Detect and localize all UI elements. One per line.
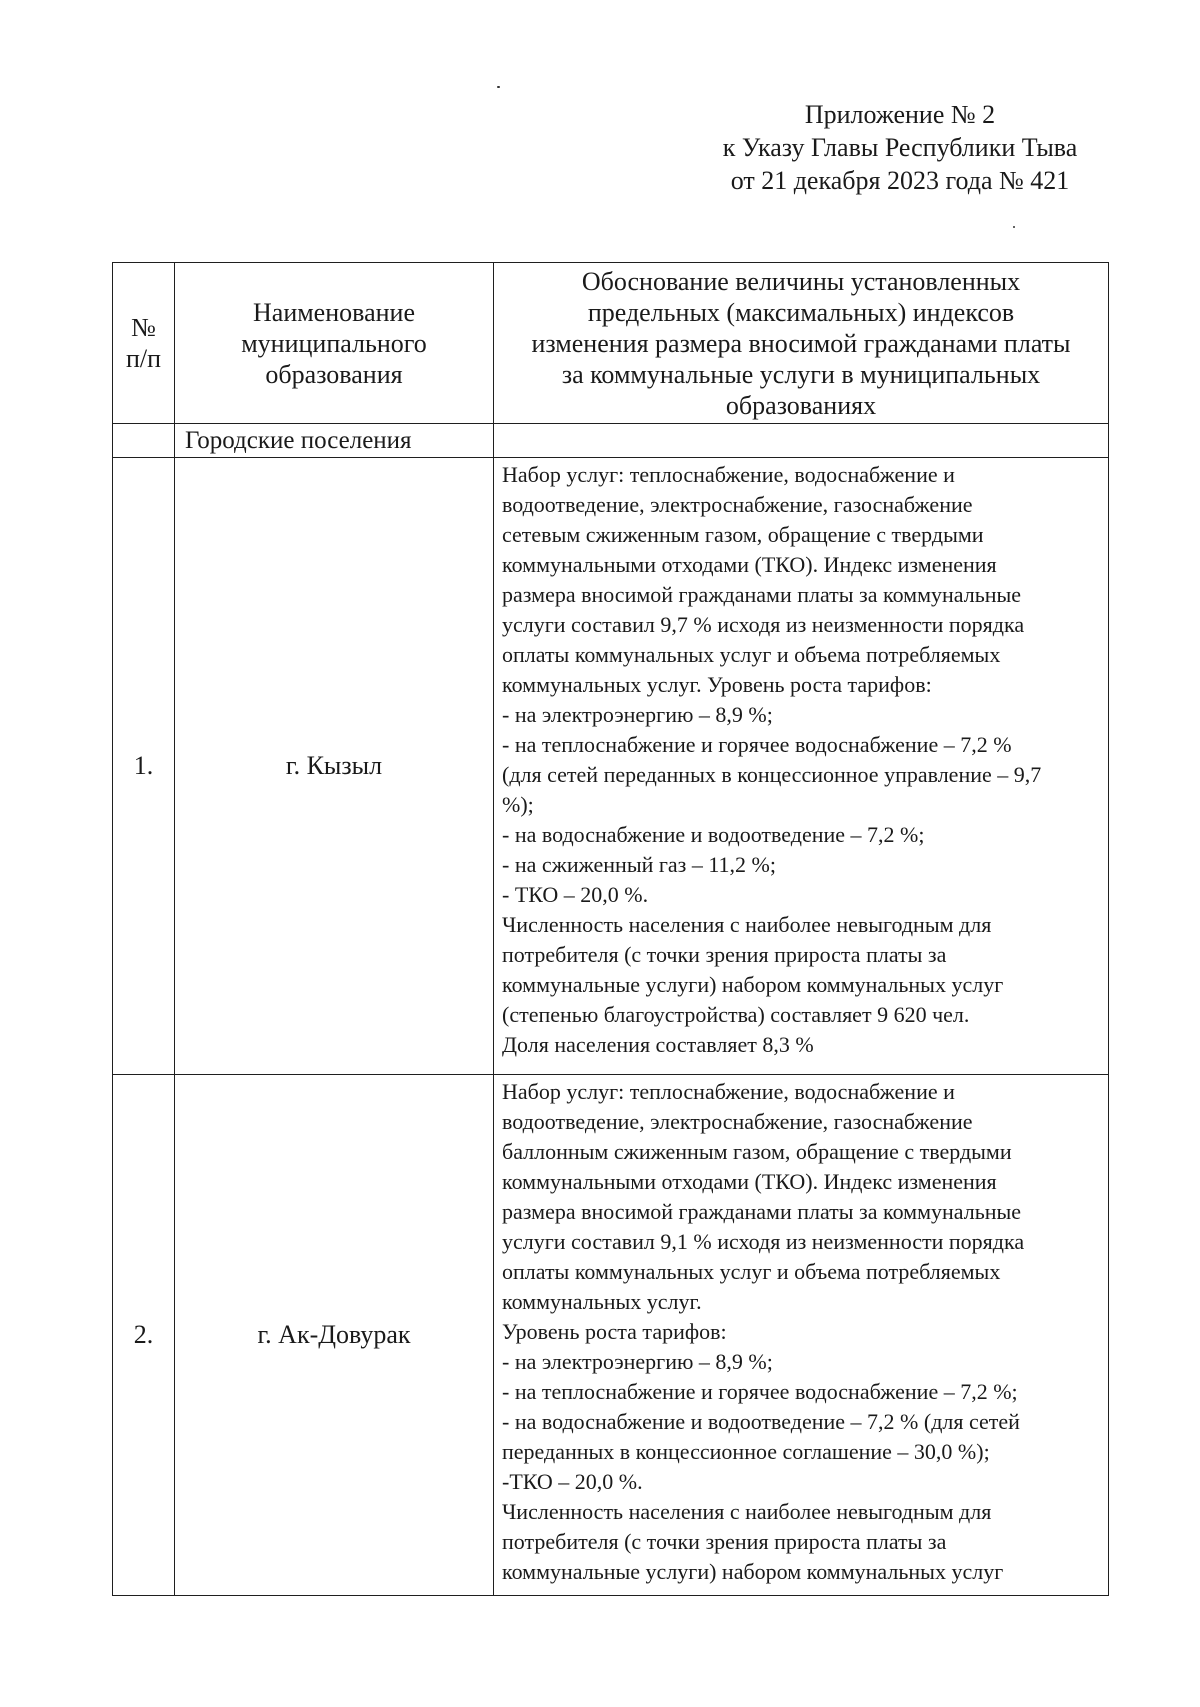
appendix-decree-ref: к Указу Главы Республики Тыва	[722, 133, 1078, 162]
header-col-num	[113, 263, 175, 424]
justification-line: Набор услуг: теплоснабжение, водоснабжение и	[502, 462, 955, 487]
justification-line: - на теплоснабжение и горячее водоснабжение – 7,2 %;	[502, 1379, 1018, 1404]
scan-speck	[497, 86, 500, 88]
justification-line: коммунальных услуг. Уровень роста тарифов:	[502, 672, 932, 697]
header-name-line: Наименование	[253, 297, 415, 327]
section-empty-num	[113, 424, 175, 458]
justification-line: потребителя (с точки зрения прироста платы за	[502, 942, 947, 967]
table-header-row	[113, 263, 1109, 424]
header-num-line: №	[131, 313, 156, 342]
justification-line: размера вносимой гражданами платы за коммунальные	[502, 582, 1022, 607]
appendix-date: от 21 декабря 2023 года № 421	[730, 166, 1070, 195]
justification-line: (для сетей переданных в концессионное управление – 9,7	[502, 762, 1042, 787]
justification-line: - на электроэнергию – 8,9 %;	[502, 702, 773, 727]
justification-line: сетевым сжиженным газом, обращение с твердыми	[502, 522, 984, 547]
header-col-description	[494, 263, 1109, 424]
header-num-line: п/п	[125, 344, 162, 373]
municipality-name: г. Ак-Довурак	[175, 1075, 494, 1596]
justification-text	[494, 458, 1109, 1075]
table-row	[113, 458, 1109, 1075]
justification-line: услуги составил 9,7 % исходя из неизменности порядка	[502, 612, 1025, 637]
justification-line: - на водоснабжение и водоотведение – 7,2 % (для сетей	[502, 1409, 1020, 1434]
justification-line: Численность населения с наиболее невыгодным для	[502, 912, 992, 937]
table-row	[113, 1075, 1109, 1596]
justification-line: - на сжиженный газ – 11,2 %;	[502, 852, 776, 877]
justification-line: (степенью благоустройства) составляет 9 620 чел.	[502, 1002, 970, 1027]
justification-line: - на электроэнергию – 8,9 %;	[502, 1349, 773, 1374]
justification-line: - на теплоснабжение и горячее водоснабжение – 7,2 %	[502, 732, 1012, 757]
justification-line: водоотведение, электроснабжение, газоснабжение	[502, 492, 973, 517]
justification-line: переданных в концессионное соглашение – 30,0 %);	[502, 1439, 990, 1464]
header-desc-line: предельных (максимальных) индексов	[587, 297, 1015, 327]
justification-line: оплаты коммунальных услуг и объема потребляемых	[502, 1259, 1001, 1284]
justification-line: - на водоснабжение и водоотведение – 7,2 %;	[502, 822, 925, 847]
justification-line: Доля населения составляет 8,3 %	[502, 1032, 814, 1057]
justification-line: коммунальные услуги) набором коммунальных услуг	[502, 1559, 1004, 1584]
appendix-title: Приложение № 2	[804, 100, 996, 129]
justification-line: коммунальные услуги) набором коммунальных услуг	[502, 972, 1004, 997]
justification-line: баллонным сжиженным газом, обращение с твердыми	[502, 1139, 1012, 1164]
justification-line: Набор услуг: теплоснабжение, водоснабжение и	[502, 1079, 955, 1104]
scan-speck	[1013, 226, 1015, 228]
justification-line: водоотведение, электроснабжение, газоснабжение	[502, 1109, 973, 1134]
justification-line: оплаты коммунальных услуг и объема потребляемых	[502, 642, 1001, 667]
municipality-name: г. Кызыл	[175, 458, 494, 1075]
row-number: 1.	[113, 458, 175, 1075]
justification-line: -ТКО – 20,0 %.	[502, 1469, 643, 1494]
header-col-name	[175, 263, 494, 424]
justification-line: потребителя (с точки зрения прироста платы за	[502, 1529, 947, 1554]
section-empty-desc	[494, 424, 1109, 458]
header-desc-line: за коммунальные услуги в муниципальных	[561, 359, 1041, 389]
justification-line: %);	[502, 792, 534, 817]
section-row	[113, 424, 1109, 458]
header-name-line: муниципального	[241, 328, 427, 358]
justification-text	[494, 1075, 1109, 1596]
appendix-header	[690, 98, 1110, 197]
header-desc-line: образованиях	[725, 390, 877, 420]
justification-line: услуги составил 9,1 % исходя из неизменности порядка	[502, 1229, 1025, 1254]
justification-line: коммунальными отходами (ТКО). Индекс изменения	[502, 1169, 997, 1194]
index-justification-table	[112, 262, 1109, 1596]
justification-line: Численность населения с наиболее невыгодным для	[502, 1499, 992, 1524]
justification-line: Уровень роста тарифов:	[502, 1319, 727, 1344]
justification-line: - ТКО – 20,0 %.	[502, 882, 649, 907]
justification-line: коммунальных услуг.	[502, 1289, 702, 1314]
header-desc-line: Обоснование величины установленных	[581, 266, 1021, 296]
header-desc-line: изменения размера вносимой гражданами платы	[531, 328, 1071, 358]
row-number: 2.	[113, 1075, 175, 1596]
section-label-urban: Городские поселения	[175, 424, 494, 458]
justification-line: коммунальными отходами (ТКО). Индекс изменения	[502, 552, 997, 577]
header-name-line: образования	[265, 359, 403, 389]
justification-line: размера вносимой гражданами платы за коммунальные	[502, 1199, 1022, 1224]
